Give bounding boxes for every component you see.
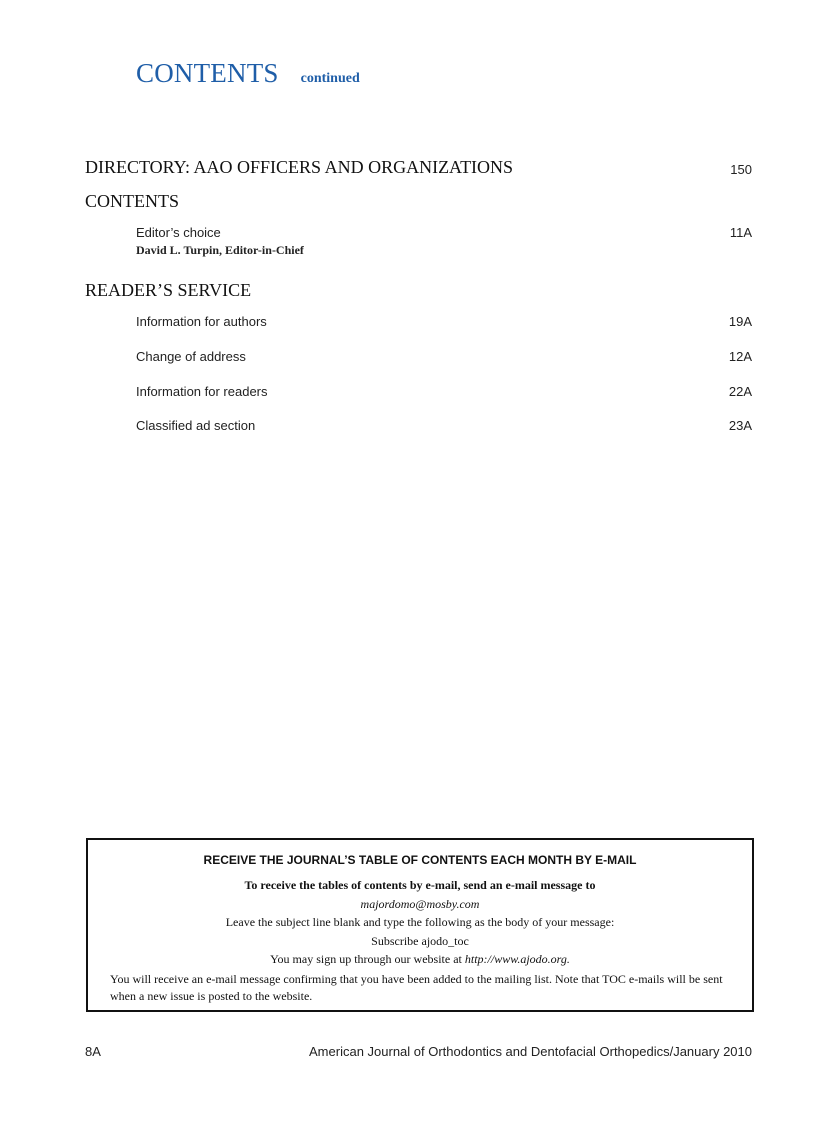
email-subscription-box — [86, 838, 754, 1012]
page-title: CONTENTS — [136, 58, 279, 88]
page-number-information-for-authors: 19A — [728, 314, 752, 329]
website-signup-line — [88, 952, 752, 967]
footer-journal-title: American Journal of Orthodontics and Dentofacial Orthopedics/January 2010 — [309, 1044, 752, 1059]
list-item-editors-choice[interactable]: Editor’s choice — [136, 225, 221, 240]
list-item-information-for-readers[interactable]: Information for readers — [136, 384, 268, 399]
website-link[interactable]: http://www.ajodo.org. — [464, 952, 570, 966]
page-number-editors-choice: 11A — [729, 225, 752, 240]
website-signup-text: You may sign up through our website at — [270, 952, 465, 966]
author-name: David L. Turpin, Editor-in-Chief — [136, 243, 304, 257]
page-number-directory: 150 — [730, 162, 752, 177]
list-item-information-for-authors[interactable]: Information for authors — [136, 314, 267, 329]
email-box-subject-instruction: Leave the subject line blank and type the following as the body of your message: — [225, 915, 615, 929]
email-address-link[interactable]: majordomo@mosby.com — [360, 897, 480, 911]
section-title-contents: CONTENTS — [85, 191, 179, 211]
email-box-confirmation-paragraph: You will receive an e-mail message confirming that you have been added to the mailing list. Note that TOC e-mails will be sent when a new issue is posted to the website. — [110, 972, 723, 1003]
email-box-heading: RECEIVE THE JOURNAL’S TABLE OF CONTENTS EACH MONTH BY E-MAIL — [203, 853, 637, 867]
page-header — [136, 58, 360, 89]
footer-page-number: 8A — [85, 1044, 101, 1059]
list-item-change-of-address[interactable]: Change of address — [136, 349, 246, 364]
page-number-classified-ad-section: 23A — [728, 418, 752, 433]
page-number-information-for-readers: 22A — [728, 384, 752, 399]
continued-label: continued — [300, 71, 360, 86]
section-title-readers-service: READER’S SERVICE — [85, 280, 252, 300]
subscribe-command: Subscribe ajodo_toc — [371, 934, 469, 948]
list-item-classified-ad-section[interactable]: Classified ad section — [136, 418, 256, 433]
section-title-directory: DIRECTORY: AAO OFFICERS AND ORGANIZATIONS — [85, 157, 514, 177]
email-box-instruction: To receive the tables of contents by e-mail, send an e-mail message to — [244, 878, 596, 892]
page-number-change-of-address: 12A — [728, 349, 752, 364]
